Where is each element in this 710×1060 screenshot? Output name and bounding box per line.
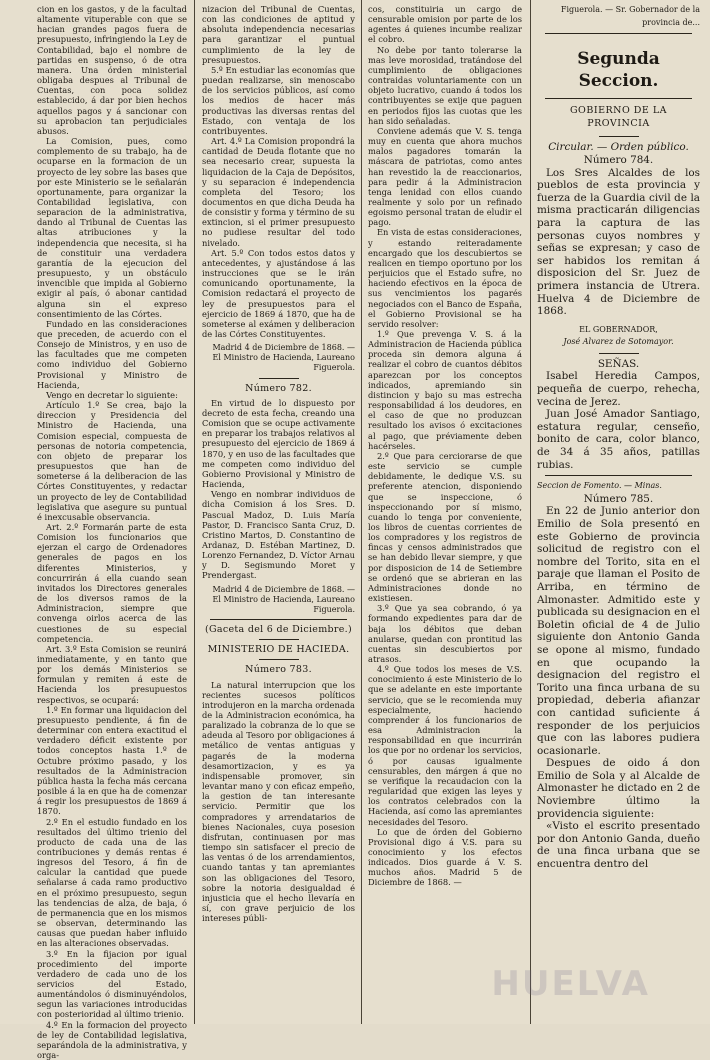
divider: [210, 619, 348, 620]
column-4: [537, 4, 700, 1024]
paragraph: Despues de oido á don Emilio de Sola y al Alcalde de Almonaster he dictado en 2 de Noviembre último la providencia siguiente:: [537, 757, 700, 820]
paragraph: Isabel Heredia Campos, pequeña de cuerpo, rehecha, vecina de Jerez.: [537, 370, 700, 408]
paragraph: En virtud de lo dispuesto por decreto de esta fecha, creando una Comision que se ocupe activamente en preparar los trabajos relativos al presupuesto del ejercicio de 1869 á 1870, y en uso de las facultades que me competen como individuo del Gobierno Provisional y Ministro de Hacienda,: [202, 397, 355, 490]
column-3: [368, 4, 522, 1024]
gaceta-line: (Gaceta del 6 de Diciembre.): [205, 624, 352, 636]
article-item: 3.º En la fijacion por igual procedimiento del importe verdadero de cada uno de los servicios del Estado, aumentándolos ó disminuyéndolos, segun las variaciones introducidas con posterioridad al último trienio.: [37, 948, 187, 1020]
paragraph: cos, constituiria un cargo de censurable omision por parte de los agentes á quienes incumbe realizar el cobro.: [368, 4, 522, 45]
number-heading: Número 784.: [583, 153, 654, 166]
divider: [599, 353, 639, 354]
resolution-item: 4.º Que todos los meses de V.S. conocimiento á este Ministerio de lo que se adelante en este importante servicio, que se le recomienda muy especialmente, haciendo comprender á los funcionarios de esa Administracion la responsabilidad en que incurrirán los que por no ordenar los servicios, ó por causas igualmente censurables, den márgen á que no se verifique la recaudacion con la regularidad que exigen las leyes y los contratos celebrados con la Hacienda, así como las apremiantes necesidades del Tesoro.: [368, 664, 522, 827]
column-1: [37, 4, 187, 1060]
paragraph: cion en los gastos, y de la facultad altamente vituperable con que se hacian grandes pagos fuera de presupuesto, infringiendo la Ley de Contabilidad, bajo el nombre de partidas en suspenso, ó de otra manera. Una órden ministerial obligaba despues al Tribunal de Cuentas, con poca solidez establecido, á dar por bien hechos aquellos pagos y á sancionar con su aprobacion tan perjudiciales abusos.: [37, 4, 187, 136]
section-subtitle: GOBIERNO DE LA PROVINCIA: [569, 105, 668, 129]
section-title: Segunda Seccion.: [577, 49, 660, 92]
signature-line: Madrid 4 de Diciembre de 1868. — El Ministro de Hacienda, Laureano Figuerola.: [212, 343, 355, 373]
article: Art. 2.º Formarán parte de esta Comision los funcionarios que ejerzan el cargo de Ordenadores generales de pagos en los diferentes Ministerios, y concurrirán á ella cuando sean invitados los Directores generales de los diversos ramos de la Administracion, siempre que convenga oirlos acerca de las cuestiones de su especial competencia.: [37, 521, 187, 644]
paragraph: Lo que de órden del Gobierno Provisional digo á V.S. para su conocimiento y los efectos indicados. Dios guarde á V. S. muchos años. Madrid 5 de Diciembre de 1868. —: [368, 826, 522, 888]
column-2: [202, 4, 355, 1024]
article-item: 4.º En la formacion del proyecto de ley de Contabilidad legislativa, separándola de la administrativa, y orga-: [37, 1019, 187, 1060]
column-rule: [530, 0, 531, 1024]
paragraph: Figuerola. — Sr. Gobernador de la provincia de...: [560, 5, 700, 27]
column-rule: [361, 0, 362, 1024]
paragraph: Los Sres Alcaldes de los pueblos de esta provincia y fuerza de la Guardia civil de la misma practicarán diligencias para la captura de las personas cuyos nombres y señas se expresan; y caso de ser habidos los remitan á disposicion del Sr. Juez de primera instancia de Utrera. Huelva 4 de Diciembre de 1868.: [537, 166, 700, 318]
paragraph: En vista de estas consideraciones, y estando reiteradamente encargado que los descubiertos se realicen en tiempo oportuno por los perjuicios que el Estado sufre, no haciendo efectivos en la época de sus vencimientos los pagarés negociados con el Banco de España, el Gobierno Provisional se ha servido resolver:: [368, 227, 522, 329]
divider: [259, 659, 299, 660]
circular-heading: Circular. — Orden público.: [548, 141, 689, 154]
column-rule: [194, 0, 195, 1024]
paragraph: Juan José Amador Santiago, estatura regular, censeño, bonito de cara, color blanco, de 34 á 35 años, patillas rubias.: [537, 408, 700, 471]
article-item: 2.º En el estudio fundado en los resultados del último trienio del producto de cada una de las contribuciones y demás rentas é ingresos del Tesoro, á fin de calcular la cantidad que puede señalarse á cada ramo productivo en el próximo presupuesto, segun las tendencias de alza, de baja, ó de permanencia que en los mismos se observan, determinando las causas que puedan haber influido en las alteraciones observadas.: [37, 816, 187, 949]
article-item: 1.º En formar una liquidacion del presupuesto pendiente, á fin de determinar con entera exactitud el verdadero déficit existente por todos conceptos hasta 1.º de Octubre próximo pasado, y los resultados de la Administracion pública hasta la fecha más cercana posible á la en que ha de comenzar á regir los presupuestos de 1869 á 1870.: [37, 704, 187, 817]
paragraph: Vengo en nombrar individuos de dicha Comision á los Sres. D. Pascual Madoz, D. Luis María Pastor, D. Francisco Santa Cruz, D. Cristino Martos, D. Constantino de Ardanaz, D. Estéban Martinez, D. Lorenzo Fernandez, D. Víctor Arnau y D. Segismundo Moret y Prendergast.: [202, 489, 355, 581]
paragraph: 5.º En estudiar las economías que puedan realizarse, sin menoscabo de los servicios públicos, así como los medios de hacer más productivas las diversas rentas del Estado, con ventaja de los contribuyentes.: [202, 64, 355, 136]
number-heading: Número 782.: [245, 382, 312, 394]
paragraph: La natural interrupcion que los recientes sucesos políticos introdujeron en la marcha ordenada de la Administracion económica, ha paralizado la cobranza de lo que se adeuda al Tesoro por obligaciones á metálico de ventas antiguas y pagarés de la moderna desamortizacion, y es ya indispensable promover, sin levantar mano y con eficaz empeño, la gestion de tan interesante servicio. Permitir que los compradores y arrendatarios de bienes Nacionales, cuya posesion disfrutan, continuasen por mas tiempo sin satisfacer el precio de las ventas ó de los arrendamientos, cuando tantas y tan apremiantes son las obligaciones del Tesoro, sobre la notoria desigualdad é injusticia que el hecho llevaría en sí, con grave perjuicio de los intereses públi-: [202, 679, 355, 924]
article: Art. 4.º La Comision propondrá la cantidad de Deuda flotante que no sea necesario crear, supuesta la liquidacion de la Caja de Depósitos, y su separacion é independencia completa del Tesoro; los documentos en que dicha Deuda ha de consistir y forma y término de su extincion, si el primer presupuesto no pudiese resultar del todo nivelado.: [202, 136, 355, 248]
paragraph: «Visto el escrito presentado por don Antonio Ganda, dueño de una finca urbana que se encuentra dentro del: [537, 820, 700, 871]
number-heading: Número 783.: [245, 664, 312, 676]
watermark-stamp: HUELVA: [491, 964, 650, 1004]
paragraph: En 22 de Junio anterior don Emilio de Sola presentó en este Gobierno de provincia solicitud de registro con el nombre del Torito, sita en el paraje que llaman el Posito de Arriba, en término de Almonaster. Admitido este y publicada su designacion en el Boletin oficial de 4 de Julio siguiente don Antonio Ganda se opone al mismo, fundado en que ocupando la designacion del registro el Torito una finca urbana de su propiedad, deberia afianzar con cantidad suficiente á responder de los perjuicios que con las labores pudiera ocasionarle.: [537, 505, 700, 757]
divider: [599, 136, 639, 137]
fomento-heading: Seccion de Fomento. — Minas.: [537, 481, 662, 491]
resolution-item: 2.º Que para cerciorarse de que este servicio se cumple debidamente, le dedique V.S. su preferente atencion, disponiendo que se inspeccione, ó inspeccionando por sí mismo, cuando lo tenga por conveniente, los libros de cuentas corrientes de los compradores y los registros de fincas y censos administrados que se han debido llevar siempre, y que por disposicion de 14 de Setiembre se ordenó que se abrieran en las Administraciones donde no existiesen.: [368, 450, 522, 604]
paragraph: No debe por tanto tolerarse la mas leve morosidad, tratándose del cumplimiento de obligaciones contraidas voluntariamente con un objeto lucrativo, cuando á todos los contribuyentes se exije que paguen en periodos fijos las cuotas que les han sido señaladas.: [368, 44, 522, 126]
paragraph: Fundado en las consideraciones que preceden, de acuerdo con el Consejo de Ministros, y en uso de las facultades que me competen como individuo del Gobierno Provisional y Ministro de Hacienda,: [37, 318, 187, 390]
resolution-item: 1.º Que prevenga V. S. á la Administracion de Hacienda pública proceda sin demora alguna á realizar el cobro de cuantos débitos aparezcan por los conceptos indicados, apremiando sin distincion y bajo su mas estrecha responsabilidad á los deudores, en el caso de que no produzcan resultado los avisos ó excitaciones al pago, que préviamente deben hacérseles.: [368, 329, 522, 451]
divider: [259, 378, 299, 379]
article: Art. 3.º Esta Comision se reunirá inmediatamente, y en tanto que por los demás Ministerios se formulan y remiten á este de Hacienda los presupuestos respectivos, se ocupará:: [37, 643, 187, 705]
number-heading: Número 785.: [583, 492, 654, 505]
ministry-heading: MINISTERIO DE HACIEDA.: [207, 644, 350, 656]
governor-name: José Alvarez de Sotomayor.: [563, 337, 674, 347]
article: Art. 5.º Con todos estos datos y antecedentes, y ajustándose á las instrucciones que se le irán comunicando oportunamente, la Comision redactará el proyecto de ley de presupuestos para el ejercicio de 1869 á 1870, que ha de someterse al exámen y deliberacion de las Córtes Constituyentes.: [202, 247, 355, 339]
resolution-item: 3.º Que ya sea cobrando, ó ya formando expedientes para dar de baja los débitos que deban anularse, quedan con prontitud las cuentas sin descubiertos por atrasos.: [368, 603, 522, 664]
decree-heading: Vengo en decretar lo siguiente:: [46, 389, 178, 400]
paragraph: La Comision, pues, como complemento de su trabajo, ha de ocuparse en la formacion de un proyecto de ley sobre las bases que por este Ministerio se le señalarán oportunamente, para organizar la Contabilidad legislativa, con separacion de la administrativa, dando al Tribunal de Cuentas las altas atribuciones y la independencia que necesita, si ha de constituir una verdadera garantía de la ejecucion del presupuesto, y un obstáculo invencible que impida al Gobierno exigir al país, ó abonar cantidad alguna sin el expreso consentimiento de las Córtes.: [37, 136, 187, 319]
divider: [545, 33, 692, 34]
article: Artículo 1.º Se crea, bajo la direccion y Presidencia del Ministro de Hacienda, una Comision especial, compuesta de personas de notoria competencia, con objeto de preparar los presupuestos que han de someterse á la deliberacion de las Córtes Constituyentes, y redactar un proyecto de ley de Contabilidad legislativa que asegure su puntual é inexcusable observancia.: [37, 400, 187, 522]
signature-line: Madrid 4 de Diciembre de 1868. — El Ministro de Hacienda, Laureano Figuerola.: [212, 584, 355, 614]
senas-heading: SEÑAS.: [597, 357, 640, 370]
paragraph: nizacion del Tribunal de Cuentas, con las condiciones de aptitud y absoluta independencia necesarias para garantizar el puntual cumplimiento de la ley de presupuestos.: [202, 4, 355, 65]
paragraph: Conviene además que V. S. tenga muy en cuenta que ahora muchos malos pagadores tomarán la máscara de patriotas, como antes han revestido la de reaccionarios, para pedir á la Administracion tenga lenidad con ellos cuando realmente y solo por un refinado egoismo personal tratan de eludir el pago.: [368, 125, 522, 228]
governor-title: EL GOBERNADOR,: [579, 324, 658, 334]
divider: [545, 98, 692, 99]
divider: [545, 475, 692, 476]
divider: [259, 639, 299, 640]
